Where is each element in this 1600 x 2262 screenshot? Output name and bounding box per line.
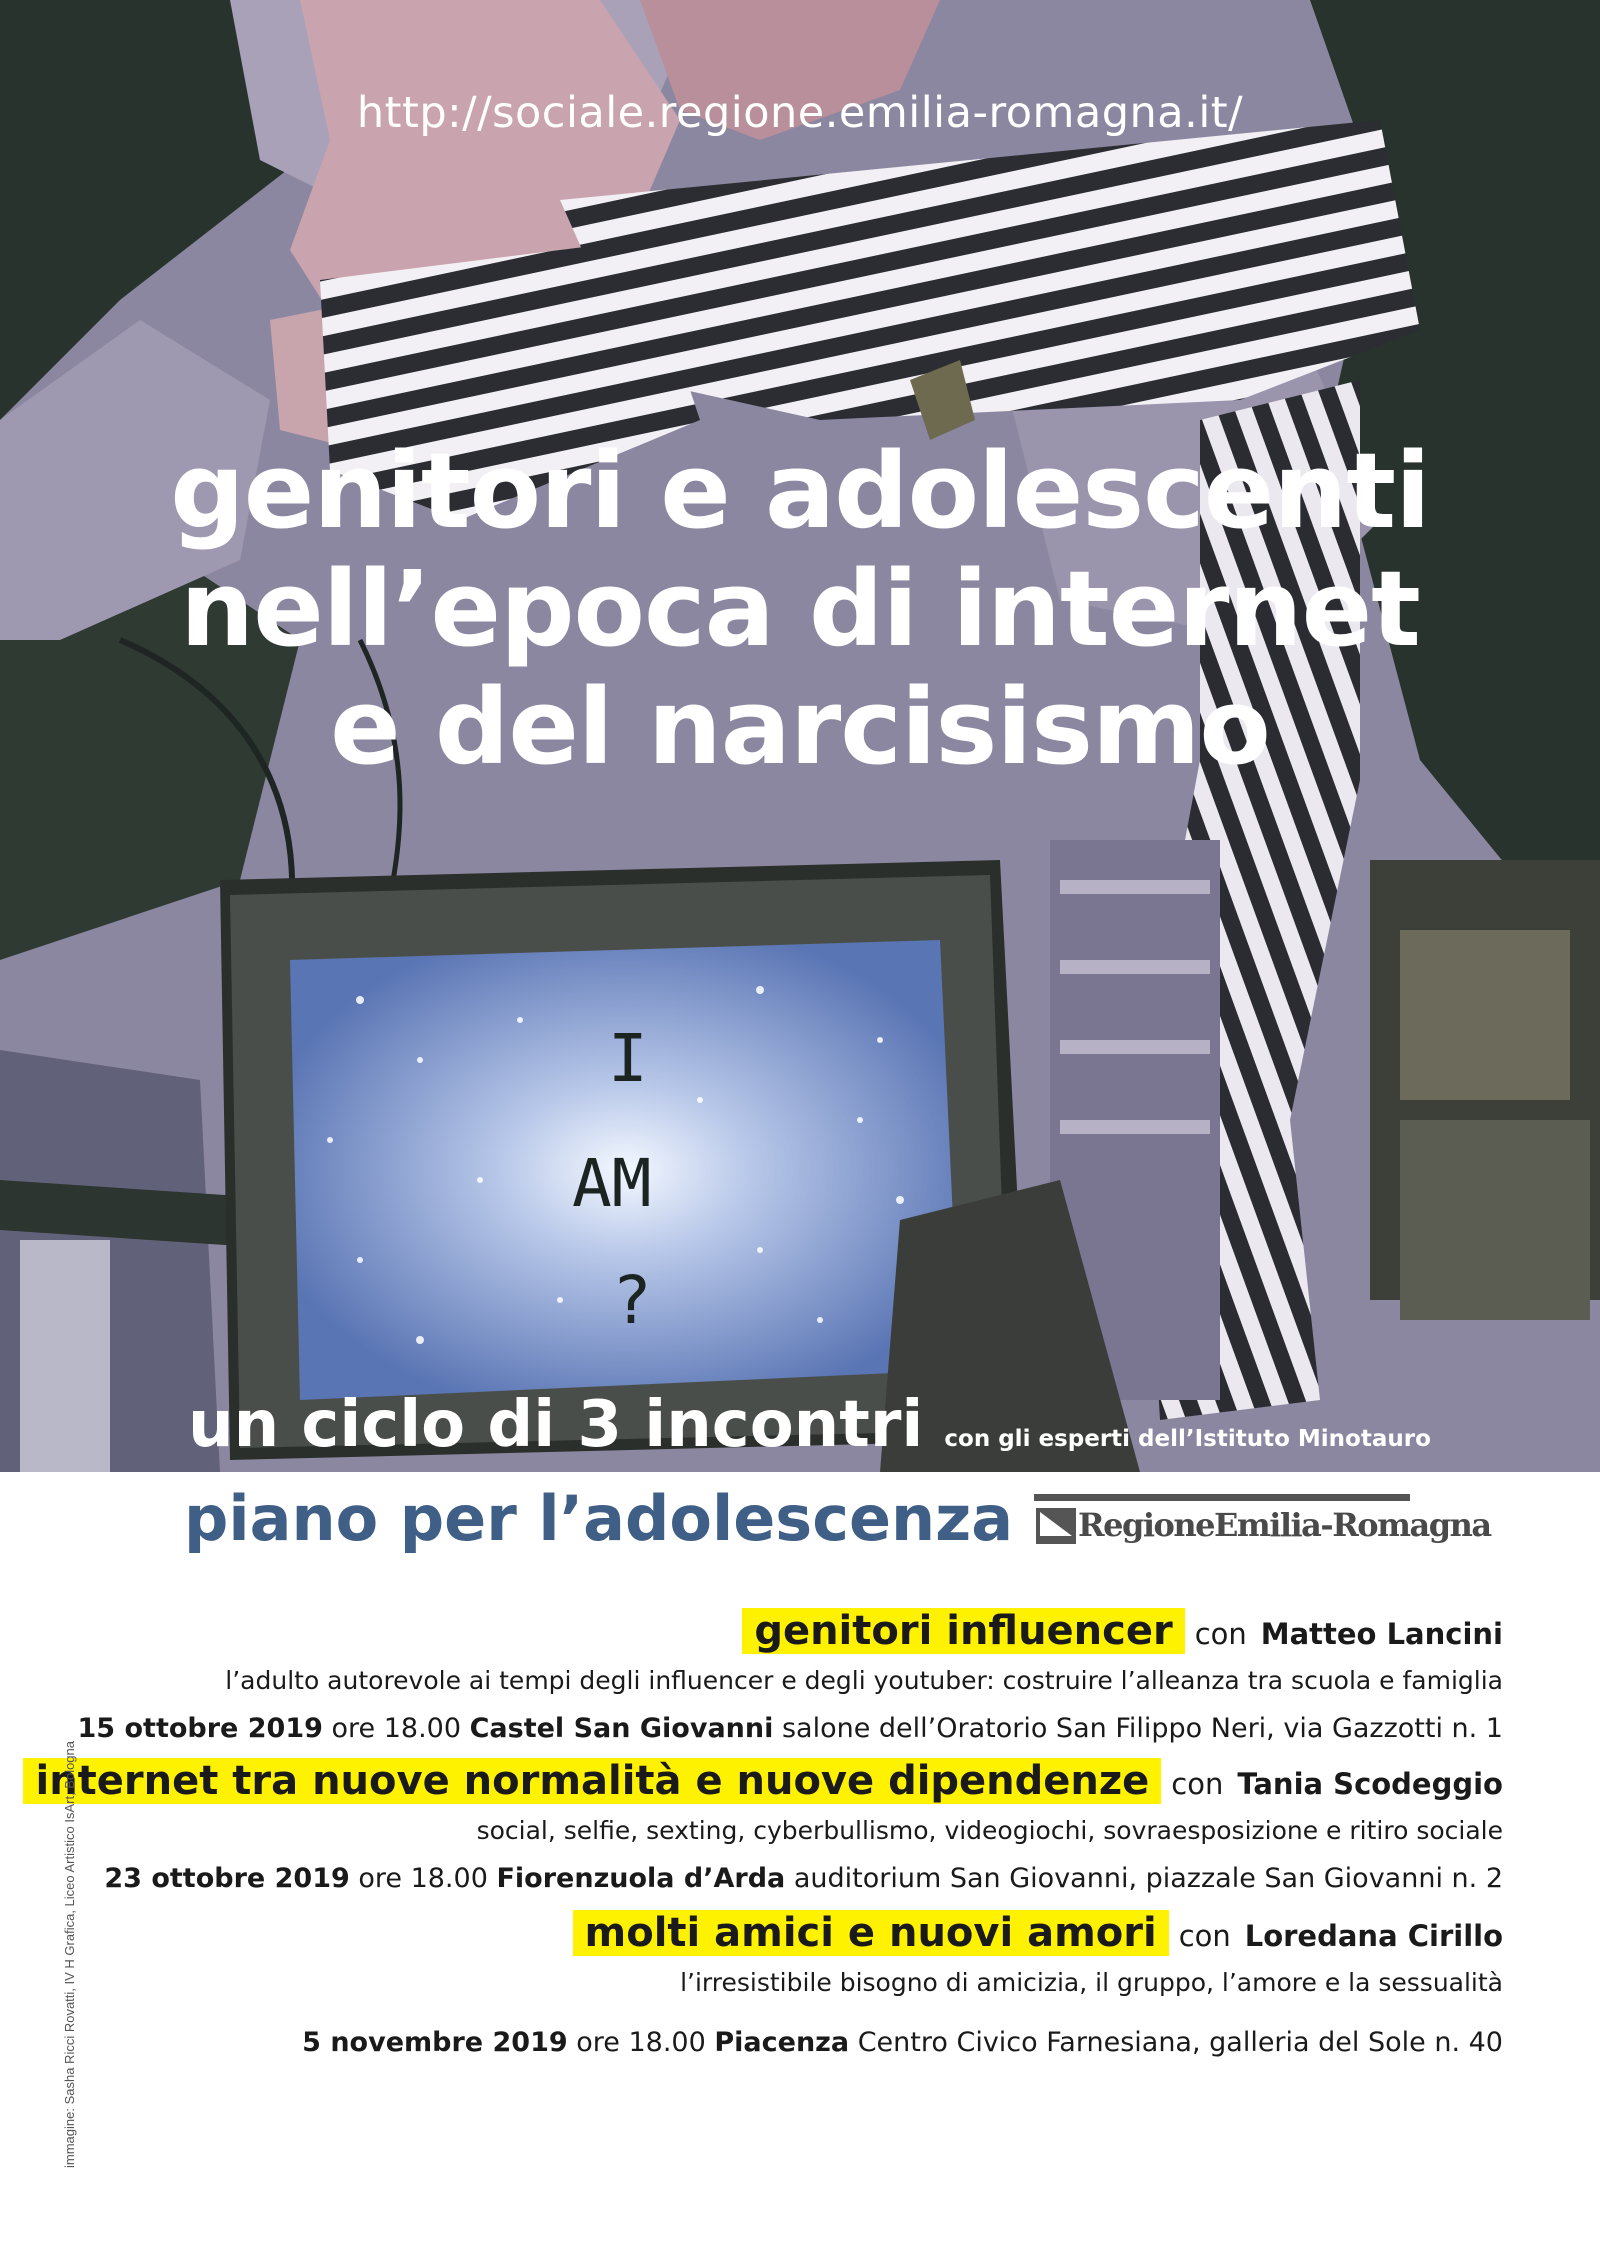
- event-date: 5 novembre 2019: [302, 2027, 568, 2058]
- title-line-1: genitori e adolescenti: [170, 430, 1430, 552]
- event-subtitle: l’irresistibile bisogno di amicizia, il gruppo, l’amore e la sessualità: [680, 1968, 1503, 1997]
- regione-logo: [1034, 1494, 1491, 1550]
- event-date: 15 ottobre 2019: [77, 1713, 323, 1744]
- cycle-note: con gli esperti dell’Istituto Minotauro: [944, 1426, 1431, 1452]
- screen-text-i: I: [608, 1020, 648, 1097]
- event-title: internet tra nuove normalità e nuove dipendenze: [23, 1758, 1161, 1804]
- piano-heading: piano per l’adolescenza: [184, 1482, 1014, 1555]
- event-date: 23 ottobre 2019: [104, 1863, 350, 1894]
- event-when: [78, 1713, 1503, 1744]
- event-con: con: [1194, 1617, 1247, 1651]
- event-place: Piacenza: [714, 2027, 850, 2058]
- event-time: ore 18.00: [576, 2027, 706, 2058]
- title-line-2: nell’epoca di internet: [180, 548, 1420, 670]
- cycle-main: un ciclo di 3 incontri: [188, 1388, 924, 1462]
- event-con: con: [1178, 1919, 1231, 1953]
- event-subtitle: l’adulto autorevole ai tempi degli influencer e degli youtuber: costruire l’alleanza tra scuola e famiglia: [225, 1666, 1503, 1695]
- website-url[interactable]: http://sociale.regione.emilia-romagna.it/: [356, 88, 1244, 138]
- screen-text-question: ?: [612, 1262, 652, 1339]
- event-con: con: [1171, 1767, 1224, 1801]
- logo-bar: [1034, 1494, 1410, 1501]
- screen-text-am: AM: [572, 1145, 652, 1222]
- event-venue: auditorium San Giovanni, piazzale San Giovanni n. 2: [793, 1863, 1503, 1894]
- event-venue: salone dell’Oratorio San Filippo Neri, via Gazzotti n. 1: [781, 1713, 1503, 1744]
- event-time: ore 18.00: [331, 1713, 462, 1744]
- event-when: [23, 1863, 1503, 1894]
- event-when: [302, 2027, 1503, 2058]
- event-venue: Centro Civico Farnesiana, galleria del Sole n. 40: [857, 2027, 1503, 2058]
- event-1: [78, 1608, 1503, 1744]
- event-title: molti amici e nuovi amori: [573, 1910, 1169, 1956]
- title-line-3: e del narcisismo: [330, 666, 1270, 788]
- event-time: ore 18.00: [358, 1863, 488, 1894]
- event-title: genitori influencer: [742, 1608, 1184, 1654]
- event-speaker: Loredana Cirillo: [1244, 1919, 1503, 1953]
- logo-text: RegioneEmilia-Romagna: [1078, 1506, 1491, 1544]
- flag-icon: [1034, 1506, 1078, 1546]
- poster-title: [0, 432, 1600, 786]
- event-subtitle: social, selfie, sexting, cyberbullismo, videogiochi, sovraesposizione e ritiro sociale: [476, 1816, 1503, 1845]
- event-place: Fiorenzuola d’Arda: [496, 1863, 786, 1894]
- cycle-heading: [188, 1388, 1431, 1462]
- event-speaker: Tania Scodeggio: [1237, 1767, 1503, 1801]
- event-title-row: [78, 1608, 1503, 1654]
- image-credit: immagine: Sasha Ricci Rovatti, IV H Grafica, Liceo Artistico IsArt, Bologna: [62, 1740, 77, 2168]
- event-place: Castel San Giovanni: [469, 1713, 774, 1744]
- event-2: [23, 1758, 1503, 1894]
- event-title-row: [302, 1910, 1503, 1956]
- event-speaker: Matteo Lancini: [1260, 1617, 1503, 1651]
- event-title-row: [23, 1758, 1503, 1804]
- event-3: [302, 1910, 1503, 2058]
